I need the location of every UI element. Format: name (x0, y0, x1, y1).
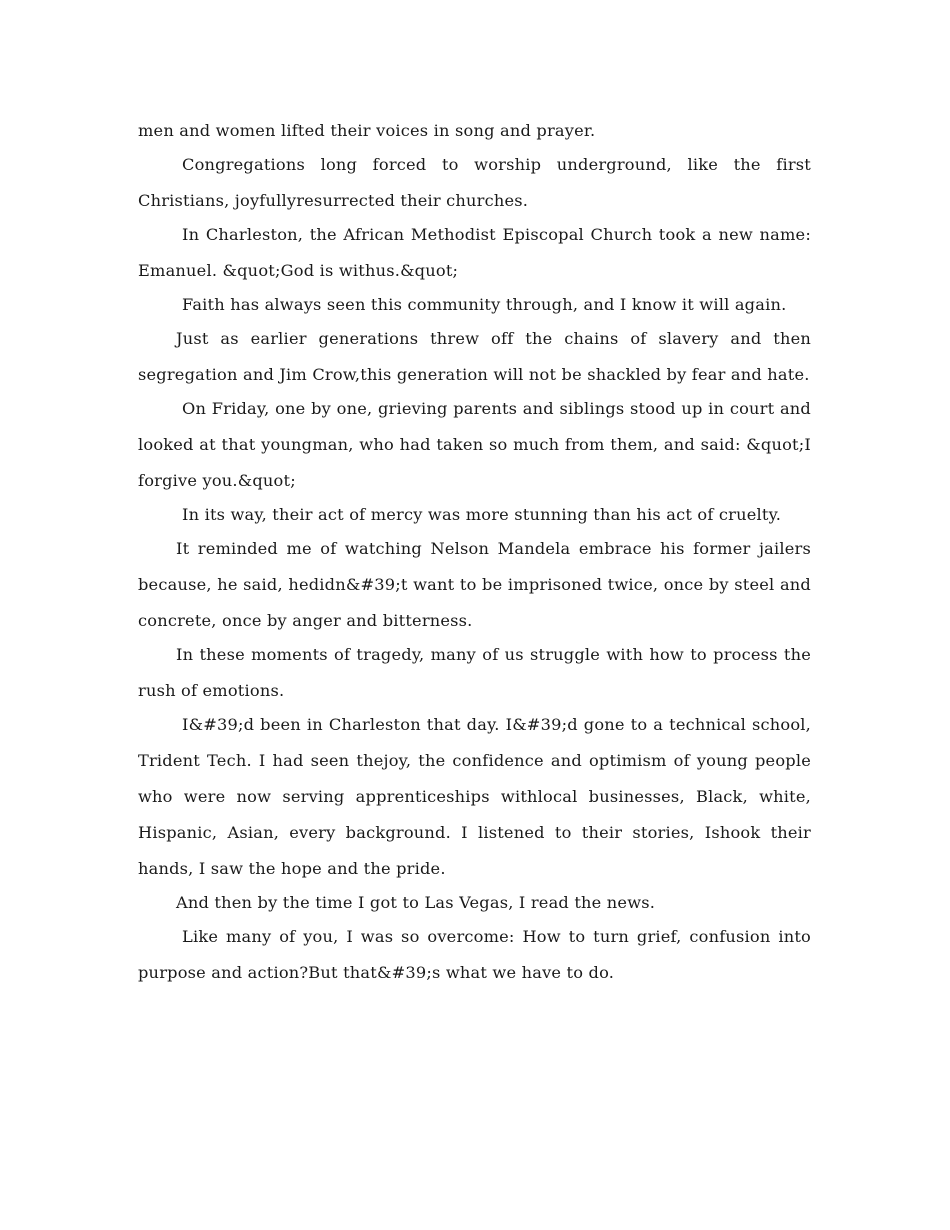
paragraph-3: In Charleston, the African Methodist Episcopal Church took a new name: Emanuel. &quot;God is withus.&quot; (138, 225, 811, 280)
paragraph-6: On Friday, one by one, grieving parents and siblings stood up in court and looked at that youngman, who had taken so much from them, and said: &quot;I forgive you.&quot; (138, 399, 811, 490)
paragraph-8: It reminded me of watching Nelson Mandela embrace his former jailers because, he said, hedidn&#39;t want to be imprisoned twice, once by steel and concrete, once by anger and bitterness. (138, 539, 811, 630)
paragraph-4: Faith has always seen this community through, and I know it will again. (182, 295, 787, 314)
paragraph-1: men and women lifted their voices in song and prayer. (138, 121, 596, 140)
paragraph-2: Congregations long forced to worship underground, like the first Christians, joyfullyresurrected their churches. (138, 155, 811, 210)
paragraph-10: I&#39;d been in Charleston that day. I&#39;d gone to a technical school, Trident Tech. I had seen thejoy, the confidence and optimism of young people who were now serving apprenticeships withlocal businesses, Black, white, Hispanic, Asian, every background. I listened to their stories, Ishook their hands, I saw the hope and the pride. (138, 715, 811, 878)
document-body (138, 113, 811, 989)
paragraph-7: In its way, their act of mercy was more stunning than his act of cruelty. (182, 505, 782, 524)
paragraph-12: Like many of you, I was so overcome: How to turn grief, confusion into purpose and action?But that&#39;s what we have to do. (138, 927, 811, 982)
paragraph-9: In these moments of tragedy, many of us struggle with how to process the rush of emotions. (138, 645, 811, 700)
paragraph-5: Just as earlier generations threw off the chains of slavery and then segregation and Jim Crow,this generation will not be shackled by fear and hate. (138, 329, 811, 384)
paragraph-11: And then by the time I got to Las Vegas, I read the news. (176, 893, 656, 912)
